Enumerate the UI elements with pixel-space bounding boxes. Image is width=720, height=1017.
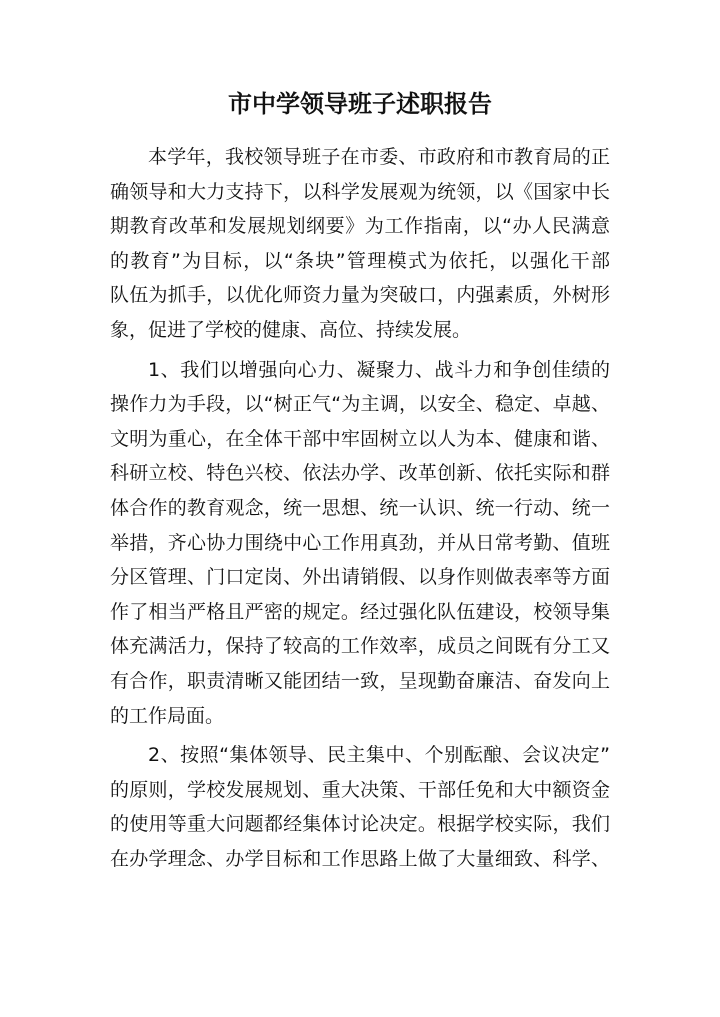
paragraph-line: 有合作，职责清晰又能团结一致，呈现勤奋廉洁、奋发向上 [110,669,610,692]
paragraph-line: 在办学理念、办学目标和工作思路上做了大量细致、科学、 [110,847,610,870]
paragraph-line: 文明为重心，在全体干部中牢固树立以人为本、健康和谐、 [110,427,610,450]
paragraph-line: 的教育”为目标，以“条块”管理模式为依托，以强化干部 [110,249,610,272]
paragraph-line: 科研立校、特色兴校、依法办学、改革创新、依托实际和群 [110,462,610,485]
paragraph-line: 队伍为抓手，以优化师资力量为突破口，内强素质，外树形 [110,284,610,307]
paragraph-line: 举措，齐心协力围绕中心工作用真劲，并从日常考勤、值班 [110,531,610,554]
paragraph-line: 1、我们以增强向心力、凝聚力、战斗力和争创佳绩的 [148,358,610,381]
document-body [110,140,610,876]
paragraph-3 [110,738,610,876]
paragraph-line: 确领导和大力支持下，以科学发展观为统领，以《国家中长 [110,180,610,203]
paragraph-line: 2、按照“集体领导、民主集中、个别酝酿、会议决定” [148,744,610,767]
paragraph-line: 的原则，学校发展规划、重大决策、干部任免和大中额资金 [110,778,610,801]
paragraph-2 [110,353,610,734]
paragraph-line: 体充满活力，保持了较高的工作效率，成员之间既有分工又 [110,635,610,658]
paragraph-line: 本学年，我校领导班子在市委、市政府和市教育局的正 [148,146,610,168]
paragraph-line: 体合作的教育观念，统一思想、统一认识、统一行动、统一 [110,496,610,519]
paragraph-1 [110,140,610,348]
paragraph-line: 作了相当严格且严密的规定。经过强化队伍建设，校领导集 [110,600,610,623]
paragraph-line: 分区管理、门口定岗、外出请销假、以身作则做表率等方面 [110,566,610,589]
paragraph-line: 期教育改革和发展规划纲要》为工作指南，以“办人民满意 [110,215,610,238]
paragraph-line: 的使用等重大问题都经集体讨论决定。根据学校实际，我们 [110,813,610,836]
document-title: 市中学领导班子述职报告 [228,90,492,118]
paragraph-line: 的工作局面。 [110,704,225,727]
paragraph-line: 象，促进了学校的健康、高位、持续发展。 [110,318,472,341]
paragraph-line: 操作力为手段，以“树正气“为主调，以安全、稳定、卓越、 [110,393,610,416]
